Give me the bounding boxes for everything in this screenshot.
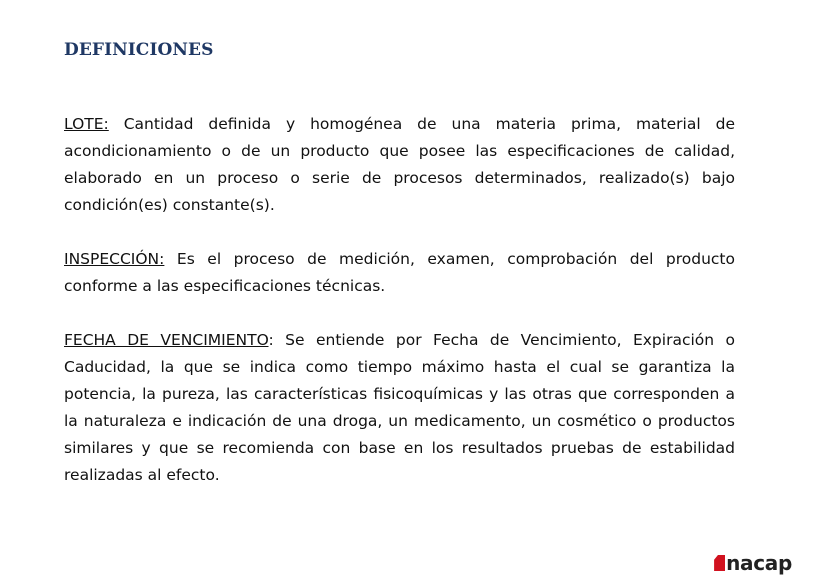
definition-inspeccion — [64, 246, 735, 300]
inacap-logo — [714, 551, 792, 575]
logo-mark-icon — [714, 555, 725, 571]
definition-term: INSPECCIÓN: — [64, 250, 165, 268]
definition-term: FECHA DE VENCIMIENTO — [64, 331, 269, 349]
logo-text: nacap — [726, 551, 792, 575]
definition-text: : Se entiende por Fecha de Vencimiento, Expiración o Caducidad, la que se indica como tiempo máximo hasta el cual se garantiza la potencia, la pureza, las características fisicoquímicas y las otras que corresponden a la naturaleza e indicación de una droga, un medicamento, un cosmético o productos similares y que se recomienda con base en los resultados pruebas de estabilidad realizadas al efecto. — [64, 331, 735, 484]
definition-lote — [64, 111, 735, 219]
definitions-list — [64, 111, 735, 516]
definition-fecha-vencimiento — [64, 327, 735, 489]
definition-text: Cantidad definida y homogénea de una materia prima, material de acondicionamiento o de un producto que posee las especificaciones de calidad, elaborado en un proceso o serie de procesos determinados, realizado(s) bajo condición(es) constante(s). — [64, 115, 735, 214]
definition-term: LOTE: — [64, 115, 109, 133]
page-title: DEFINICIONES — [64, 40, 214, 60]
definition-text: Es el proceso de medición, examen, comprobación del producto conforme a las especificaciones técnicas. — [64, 250, 735, 295]
